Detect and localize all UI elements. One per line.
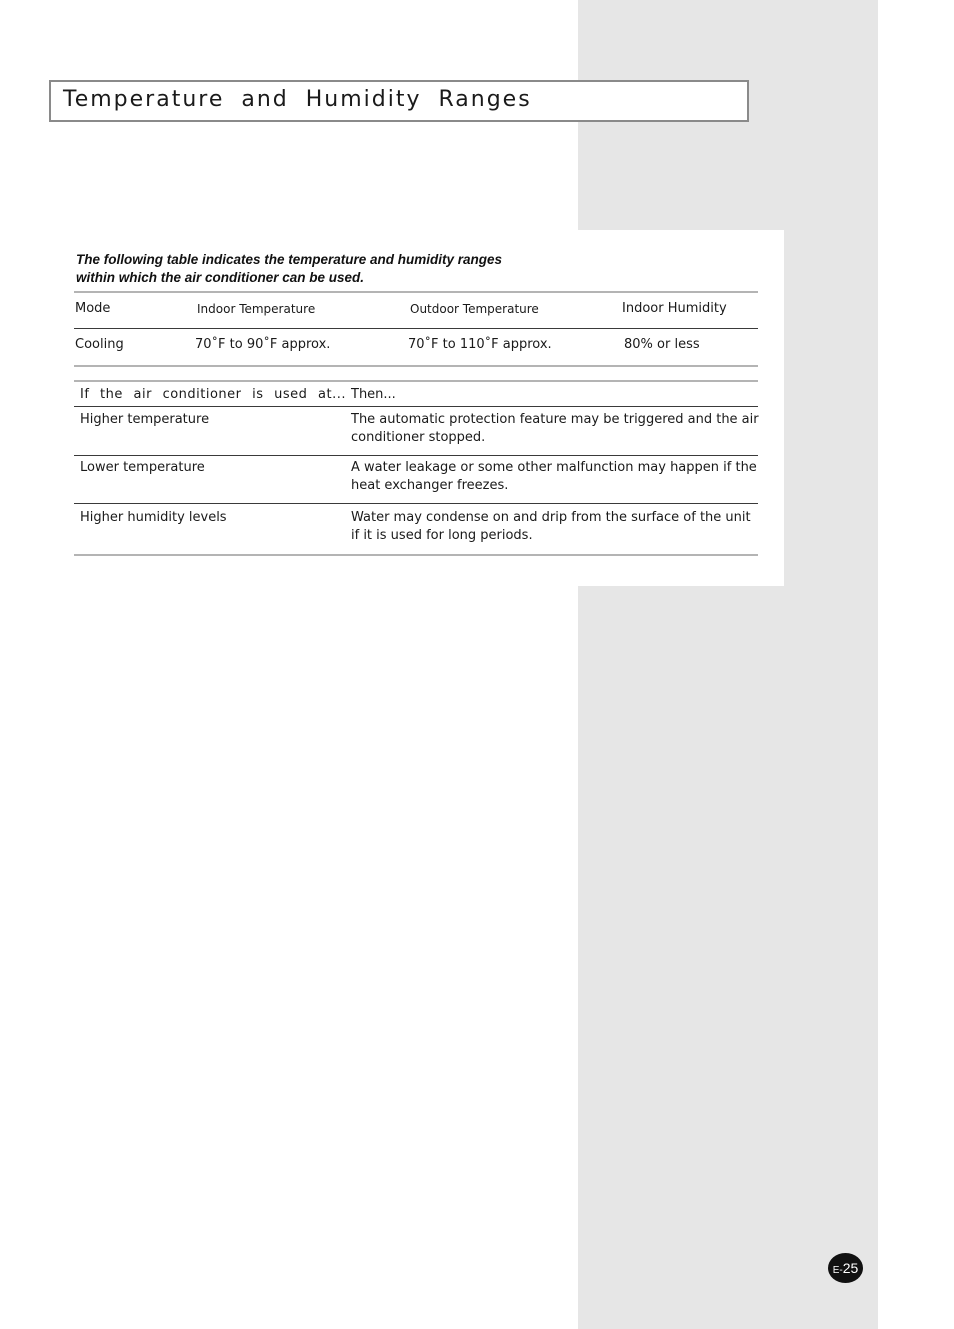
conditions-table-bottom-rule bbox=[74, 554, 758, 556]
conditions-row-1-result-line-2: conditioner stopped. bbox=[351, 430, 486, 445]
conditions-header-condition: If the air conditioner is used at... bbox=[80, 387, 347, 402]
conditions-row-3-result-line-2: if it is used for long periods. bbox=[351, 528, 533, 543]
ranges-cell-outdoor-temp: 70˚F to 110˚F approx. bbox=[408, 337, 552, 352]
intro-text bbox=[76, 251, 556, 287]
ranges-header-indoor-humidity: Indoor Humidity bbox=[622, 301, 727, 316]
conditions-row-1-result-line-1: The automatic protection feature may be triggered and the air bbox=[351, 412, 759, 427]
ranges-header-mode: Mode bbox=[75, 301, 111, 316]
conditions-table-header-rule bbox=[74, 406, 758, 407]
page-number: 25 bbox=[842, 1260, 859, 1276]
ranges-table-header-rule bbox=[74, 328, 758, 329]
conditions-row-1-result bbox=[351, 411, 759, 447]
page-number-prefix: E- bbox=[832, 1265, 843, 1276]
conditions-table-top-rule bbox=[74, 380, 758, 382]
intro-line-1: The following table indicates the temperature and humidity ranges bbox=[76, 252, 503, 267]
ranges-cell-indoor-temp: 70˚F to 90˚F approx. bbox=[195, 337, 331, 352]
conditions-row-2-result-line-1: A water leakage or some other malfunction may happen if the bbox=[351, 460, 757, 475]
page-title: Temperature and Humidity Ranges bbox=[63, 87, 532, 112]
conditions-row-2-rule bbox=[74, 503, 758, 504]
conditions-header-result: Then... bbox=[351, 387, 396, 402]
conditions-row-3-condition: Higher humidity levels bbox=[80, 510, 227, 525]
conditions-row-3-result bbox=[351, 509, 751, 545]
ranges-header-indoor-temp: Indoor Temperature bbox=[197, 302, 316, 316]
ranges-header-outdoor-temp: Outdoor Temperature bbox=[410, 302, 539, 316]
ranges-cell-indoor-humidity: 80% or less bbox=[624, 337, 700, 352]
conditions-row-2-condition: Lower temperature bbox=[80, 460, 205, 475]
page-number-badge bbox=[828, 1253, 863, 1283]
ranges-table-bottom-rule bbox=[74, 365, 758, 367]
conditions-row-3-result-line-1: Water may condense on and drip from the surface of the unit bbox=[351, 510, 751, 525]
intro-line-2: within which the air conditioner can be used. bbox=[76, 270, 365, 285]
side-band bbox=[578, 0, 878, 1329]
conditions-row-2-result-line-2: heat exchanger freezes. bbox=[351, 478, 509, 493]
title-box bbox=[49, 80, 749, 122]
conditions-row-1-condition: Higher temperature bbox=[80, 412, 210, 427]
conditions-row-1-rule bbox=[74, 455, 758, 456]
conditions-row-2-result bbox=[351, 459, 757, 495]
ranges-cell-mode: Cooling bbox=[75, 337, 124, 352]
ranges-table-top-rule bbox=[74, 291, 758, 293]
